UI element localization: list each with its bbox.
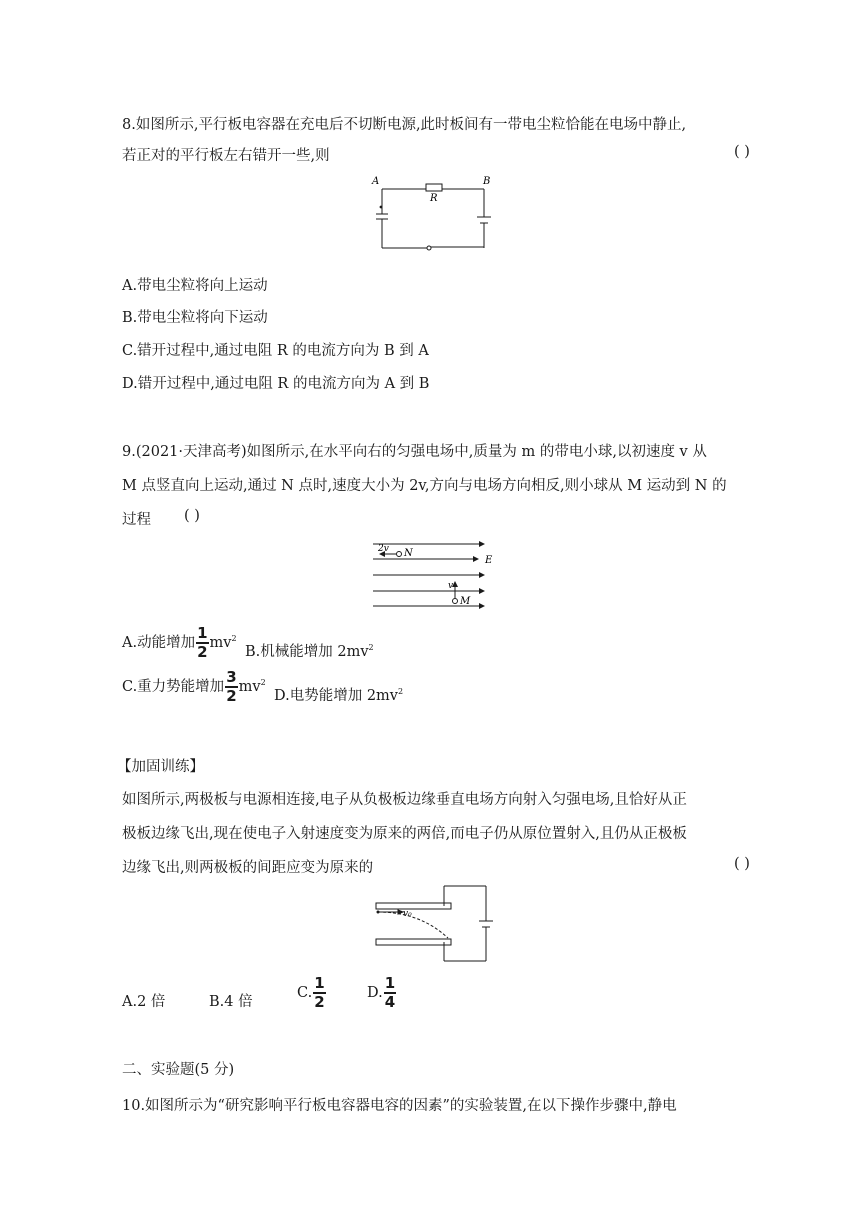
- practice-heading: 【加固训练】: [117, 759, 204, 775]
- point-n: [397, 552, 402, 557]
- q9-field-diagram: [368, 536, 504, 612]
- q9-option-b[interactable]: B.机械能增加 $2mv^2$: [245, 643, 374, 660]
- fraction-one-half: $\frac{1}{2}$: [197, 624, 208, 661]
- svg-text:E: E: [485, 555, 493, 566]
- q8-option-a[interactable]: A.带电尘粒将向上运动: [122, 278, 268, 294]
- practice-plates-diagram: [370, 880, 494, 966]
- q8-option-d[interactable]: D.错开过程中,通过电阻 R 的电流方向为 A 到 B: [122, 376, 430, 392]
- svg-text:v: v: [448, 581, 454, 591]
- q9-stem-line1: 9.(2021·天津高考)如图所示,在水平向右的匀强电场中,质量为 m 的带电小球,以初速度 v 从: [122, 444, 707, 460]
- fraction-one-quarter: $\frac{1}{4}$: [384, 974, 396, 1011]
- q9-option-c[interactable]: C.重力势能增加 $\frac{3}{2}$ $mv^2$: [122, 668, 266, 705]
- svg-text:2v: 2v: [378, 544, 389, 554]
- svg-text:M: M: [460, 596, 471, 607]
- upper-plate: [376, 903, 451, 909]
- point-m: [453, 599, 458, 604]
- practice-stem-line3: 边缘飞出,则两极板的间距应变为原来的: [122, 860, 374, 876]
- svg-text:N: N: [404, 548, 413, 559]
- practice-answer-blank: ( ): [734, 856, 750, 872]
- label-r: R: [430, 193, 438, 204]
- q8-option-c[interactable]: C.错开过程中,通过电阻 R 的电流方向为 B 到 A: [122, 343, 429, 359]
- q9-stem-line3: 过程: [122, 512, 151, 528]
- lower-plate: [376, 939, 451, 945]
- fraction-one-half: $\frac{1}{2}$: [314, 974, 325, 1011]
- practice-option-c[interactable]: C. $\frac{1}{2}$: [297, 974, 325, 1011]
- practice-option-a[interactable]: A.2 倍: [122, 994, 166, 1010]
- dust-particle: [380, 206, 383, 209]
- electron: [377, 911, 380, 914]
- q9-option-a[interactable]: A.动能增加 $\frac{1}{2}$ $mv^2$: [122, 624, 237, 661]
- fraction-three-halves: $\frac{3}{2}$: [226, 668, 237, 705]
- q9-answer-blank: ( ): [184, 508, 200, 524]
- q8-answer-blank: ( ): [734, 144, 750, 160]
- q8-circuit-diagram: [366, 170, 506, 258]
- q8-stem-line1: 8.如图所示,平行板电容器在充电后不切断电源,此时板间有一带电尘粒恰能在电场中静止,: [122, 117, 687, 133]
- practice-stem-line2: 极板边缘飞出,现在使电子入射速度变为原来的两倍,而电子仍从原位置射入,且仍从正极板: [122, 826, 687, 842]
- practice-option-b[interactable]: B.4 倍: [209, 994, 253, 1010]
- q9-stem-line2: M 点竖直向上运动,通过 N 点时,速度大小为 2v,方向与电场方向相反,则小球从 M 运动到 N 的: [122, 478, 727, 494]
- label-b: B: [483, 176, 491, 187]
- resistor-r: [426, 184, 442, 191]
- practice-option-d[interactable]: D. $\frac{1}{4}$: [367, 974, 396, 1011]
- q8-stem-line2: 若正对的平行板左右错开一些,则: [122, 148, 330, 164]
- svg-text:v₀: v₀: [403, 909, 412, 919]
- q9-option-d[interactable]: D.电势能增加 $2mv^2$: [274, 687, 404, 704]
- practice-stem-line1: 如图所示,两极板与电源相连接,电子从负极板边缘垂直电场方向射入匀强电场,且恰好从正: [122, 792, 687, 808]
- label-a: A: [372, 176, 380, 187]
- q10-stem-line1: 10.如图所示为“研究影响平行板电容器电容的因素”的实验装置,在以下操作步骤中,静电: [122, 1098, 677, 1114]
- section-experiment-heading: 二、实验题(5 分): [122, 1062, 235, 1078]
- q8-option-b[interactable]: B.带电尘粒将向下运动: [122, 310, 268, 326]
